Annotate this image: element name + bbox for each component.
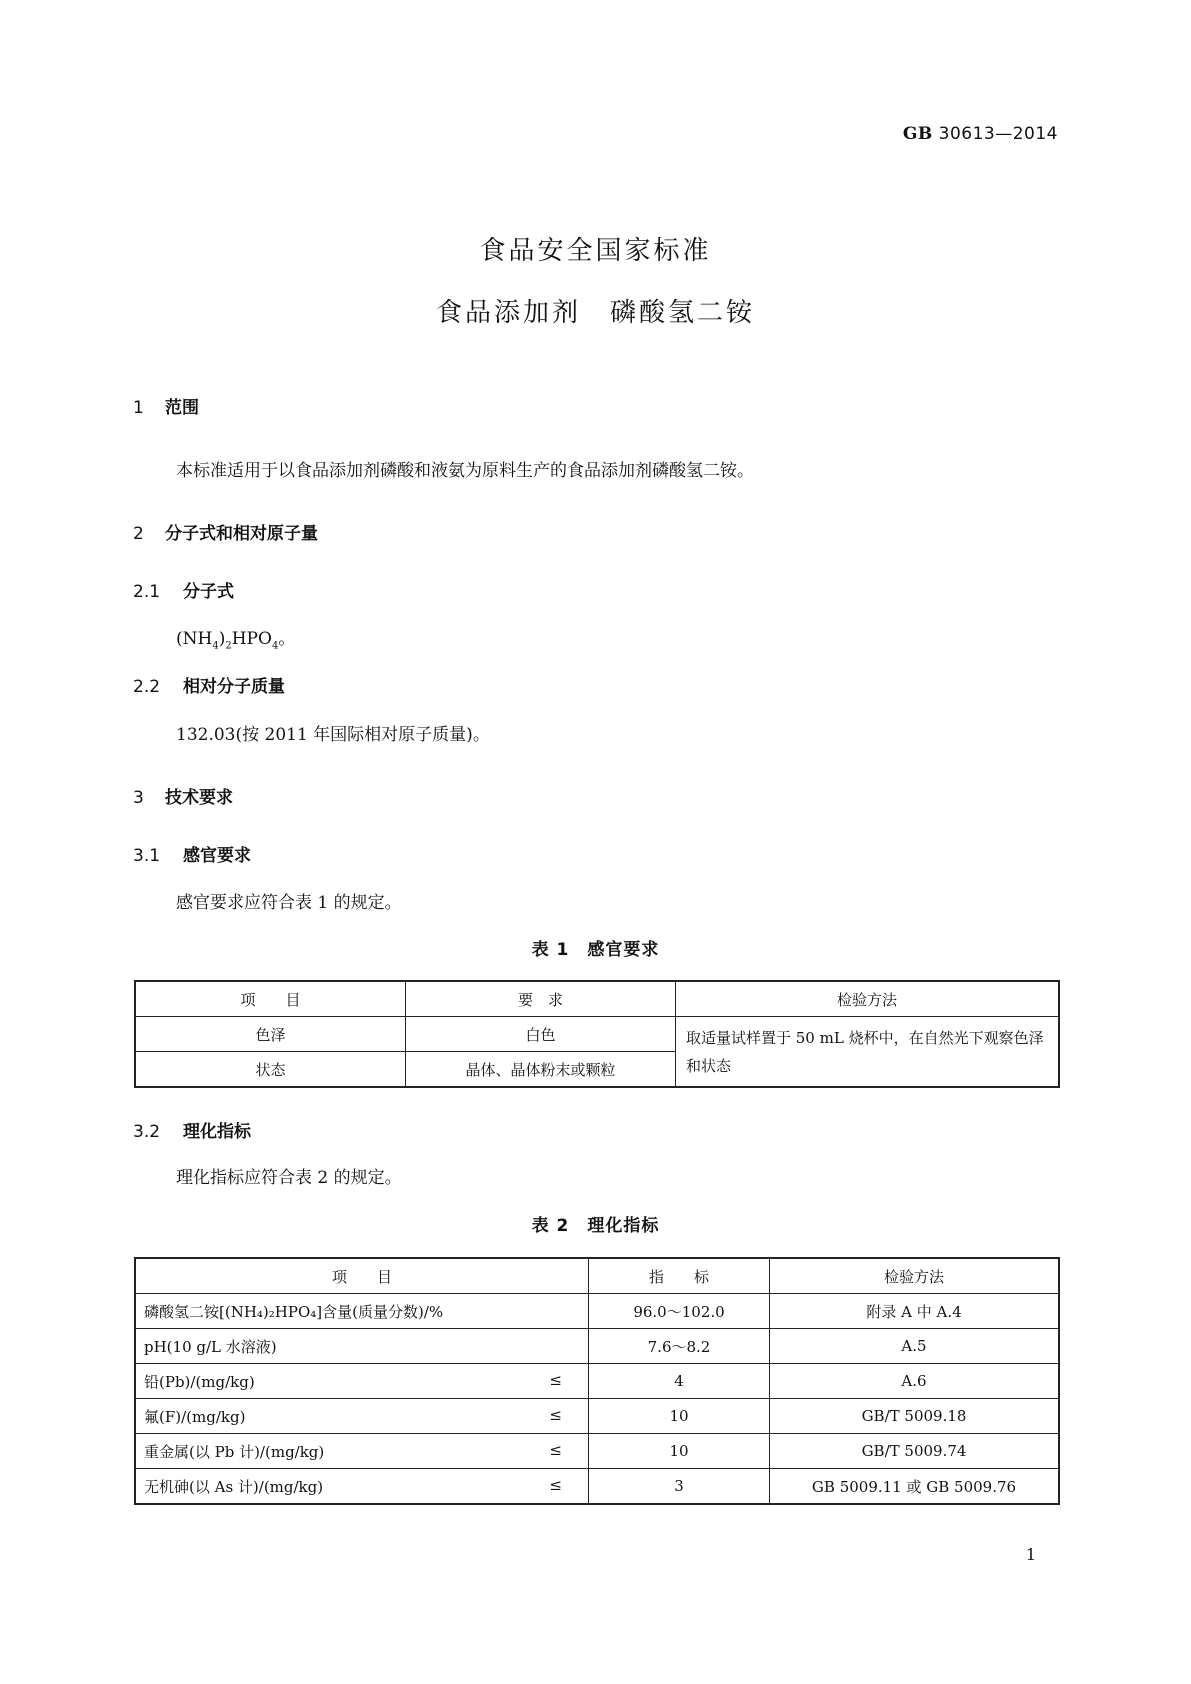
table-2 [134,1257,1060,1505]
table-cell-method: A.5 [770,1329,1060,1364]
section-title: 分子式 [183,582,234,602]
table-header-cell: 检验方法 [770,1258,1060,1294]
table-cell-value: 96.0～102.0 [589,1294,770,1329]
comparison-symbol: ≤ [549,1370,562,1389]
section-1-heading [133,393,199,418]
table-cell-value: 4 [589,1364,770,1399]
table-cell-method: GB 5009.11 或 GB 5009.76 [770,1469,1060,1505]
item-label: 磷酸氢二铵[(NH₄)₂HPO₄]含量(质量分数)/% [144,1302,444,1321]
table-cell-item [135,1329,589,1364]
section-2-heading [133,519,318,544]
table-header-row [135,981,1059,1017]
table-row [135,1017,1059,1052]
table-cell: 色泽 [135,1017,406,1052]
table-cell-method: 附录 A 中 A.4 [770,1294,1060,1329]
item-label: 铅(Pb)/(mg/kg) [144,1372,255,1391]
section-3-2-text: 理化指标应符合表 2 的规定。 [176,1168,402,1188]
table-row [135,1469,1059,1505]
table-header-cell: 项 目 [135,981,406,1017]
formula-part: ) [218,629,226,649]
table-cell-item [135,1399,589,1434]
section-2-2-heading [133,672,285,697]
section-number: 1 [133,398,144,418]
table-row [135,1294,1059,1329]
table-row [135,1399,1059,1434]
table-cell: 白色 [406,1017,676,1052]
section-title: 相对分子质量 [183,677,285,697]
table-cell-item [135,1364,589,1399]
section-number: 2.2 [133,677,161,697]
comparison-symbol: ≤ [549,1405,562,1424]
section-3-1-heading [133,841,251,866]
table-header-cell: 项 目 [135,1258,589,1294]
table-row [135,1329,1059,1364]
standard-number [903,124,1058,144]
document-title: 食品安全国家标准 [479,236,712,266]
standard-prefix: GB [902,124,933,144]
section-3-1-text: 感官要求应符合表 1 的规定。 [176,893,402,913]
table-row [135,1434,1059,1469]
section-title: 范围 [165,398,199,418]
molecular-formula [176,624,295,651]
table-header-cell: 指 标 [589,1258,770,1294]
table-cell-value: 10 [589,1399,770,1434]
page-number: 1 [1025,1545,1036,1564]
table-1-caption: 表 1 感官要求 [531,940,660,960]
section-number: 3.1 [133,846,161,866]
section-number: 2.1 [133,582,161,602]
table-row [135,1364,1059,1399]
comparison-symbol: ≤ [549,1475,562,1494]
item-label: 重金属(以 Pb 计)/(mg/kg) [144,1442,325,1461]
table-header-cell: 检验方法 [676,981,1060,1017]
table-cell-method: GB/T 5009.18 [770,1399,1060,1434]
formula-subscript: 4 [271,640,279,652]
table-cell-method: 取适量试样置于 50 mL 烧杯中，在自然光下观察色泽和状态 [676,1017,1060,1088]
section-title: 技术要求 [165,788,233,808]
table-header-cell: 要 求 [406,981,676,1017]
table-cell-item [135,1294,589,1329]
table-cell-value: 3 [589,1469,770,1505]
section-title: 感官要求 [183,846,251,866]
section-3-2-heading [133,1117,251,1142]
table-cell-value: 7.6～8.2 [589,1329,770,1364]
section-title: 理化指标 [183,1122,251,1142]
item-label: 氟(F)/(mg/kg) [144,1407,246,1426]
section-number: 2 [133,524,144,544]
table-header-row [135,1258,1059,1294]
item-label: 无机砷(以 As 计)/(mg/kg) [144,1477,324,1496]
section-number: 3.2 [133,1122,161,1142]
formula-part: HPO [231,629,272,649]
item-label: pH(10 g/L 水溶液) [144,1337,277,1356]
table-1 [134,980,1060,1088]
comparison-symbol: ≤ [549,1440,562,1459]
table-cell-method: GB/T 5009.74 [770,1434,1060,1469]
table-cell: 状态 [135,1052,406,1088]
table-cell-item [135,1469,589,1505]
molecular-mass-text: 132.03(按 2011 年国际相对原子质量)。 [176,725,490,745]
formula-subscript: 4 [212,640,219,652]
document-subtitle: 食品添加剂 磷酸氢二铵 [435,298,755,328]
table-cell: 晶体、晶体粉末或颗粒 [406,1052,676,1088]
formula-subscript: 2 [225,640,232,652]
formula-part: (NH [176,629,213,649]
table-cell-item [135,1434,589,1469]
section-2-1-heading [133,577,234,602]
section-1-text: 本标准适用于以食品添加剂磷酸和液氨为原料生产的食品添加剂磷酸氢二铵。 [176,461,754,481]
formula-part: 。 [278,629,296,649]
table-cell-method: A.6 [770,1364,1060,1399]
section-number: 3 [133,788,144,808]
section-title: 分子式和相对原子量 [165,524,318,544]
table-2-caption: 表 2 理化指标 [531,1216,660,1236]
section-3-heading [133,783,233,808]
table-cell-value: 10 [589,1434,770,1469]
standard-code: 30613—2014 [938,124,1058,144]
